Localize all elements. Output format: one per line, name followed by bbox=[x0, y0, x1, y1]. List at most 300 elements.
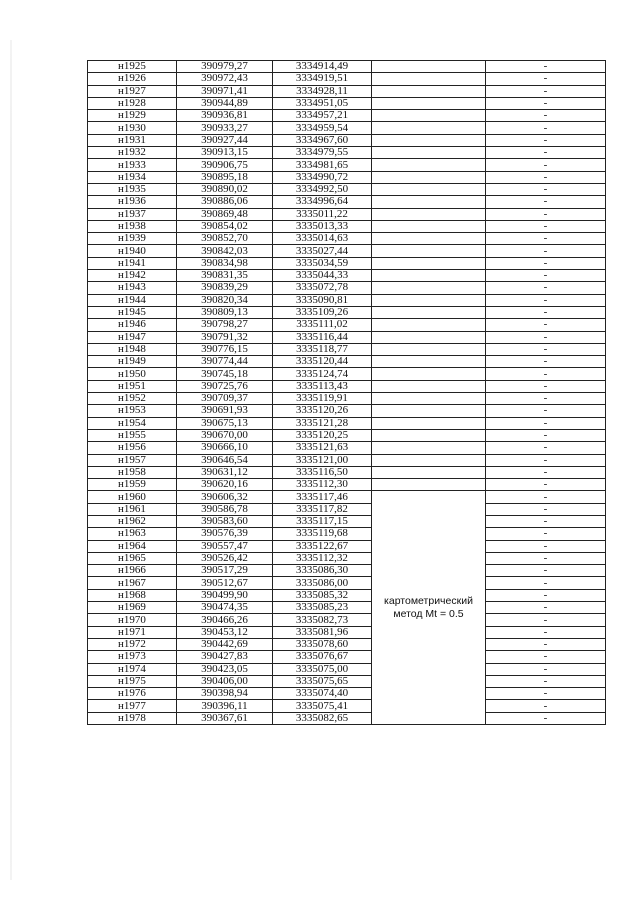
point-id-cell: н1937 bbox=[88, 208, 177, 220]
x-coordinate-cell: 390586,78 bbox=[177, 503, 273, 515]
y-coordinate-cell: 3334914,49 bbox=[273, 61, 372, 73]
y-coordinate-cell: 3335112,30 bbox=[273, 479, 372, 491]
point-id-cell: н1965 bbox=[88, 552, 177, 564]
value-cell: - bbox=[486, 282, 606, 294]
x-coordinate-cell: 390442,69 bbox=[177, 638, 273, 650]
table-row bbox=[88, 85, 606, 97]
method-cell-empty bbox=[372, 171, 486, 183]
value-cell: - bbox=[486, 442, 606, 454]
method-cell-empty bbox=[372, 159, 486, 171]
x-coordinate-cell: 390979,27 bbox=[177, 61, 273, 73]
x-coordinate-cell: 390512,67 bbox=[177, 577, 273, 589]
x-coordinate-cell: 390820,34 bbox=[177, 294, 273, 306]
table-row bbox=[88, 220, 606, 232]
method-cell-empty bbox=[372, 183, 486, 195]
point-id-cell: н1931 bbox=[88, 134, 177, 146]
table-row bbox=[88, 491, 606, 503]
x-coordinate-cell: 390367,61 bbox=[177, 712, 273, 724]
point-id-cell: н1969 bbox=[88, 602, 177, 614]
point-id-cell: н1951 bbox=[88, 380, 177, 392]
y-coordinate-cell: 3335109,26 bbox=[273, 306, 372, 318]
point-id-cell: н1928 bbox=[88, 97, 177, 109]
x-coordinate-cell: 390776,15 bbox=[177, 343, 273, 355]
y-coordinate-cell: 3335124,74 bbox=[273, 368, 372, 380]
y-coordinate-cell: 3335034,59 bbox=[273, 257, 372, 269]
y-coordinate-cell: 3335120,44 bbox=[273, 356, 372, 368]
value-cell: - bbox=[486, 552, 606, 564]
x-coordinate-cell: 390895,18 bbox=[177, 171, 273, 183]
y-coordinate-cell: 3334996,64 bbox=[273, 196, 372, 208]
table-row bbox=[88, 356, 606, 368]
point-id-cell: н1975 bbox=[88, 675, 177, 687]
x-coordinate-cell: 390774,44 bbox=[177, 356, 273, 368]
value-cell: - bbox=[486, 651, 606, 663]
table-row bbox=[88, 159, 606, 171]
method-cell-empty bbox=[372, 380, 486, 392]
table-row bbox=[88, 429, 606, 441]
x-coordinate-cell: 390398,94 bbox=[177, 688, 273, 700]
table-row bbox=[88, 638, 606, 650]
y-coordinate-cell: 3335081,96 bbox=[273, 626, 372, 638]
y-coordinate-cell: 3335075,41 bbox=[273, 700, 372, 712]
y-coordinate-cell: 3335044,33 bbox=[273, 270, 372, 282]
x-coordinate-cell: 390798,27 bbox=[177, 319, 273, 331]
method-cell-empty bbox=[372, 429, 486, 441]
x-coordinate-cell: 390620,16 bbox=[177, 479, 273, 491]
table-row bbox=[88, 61, 606, 73]
method-cell-empty bbox=[372, 393, 486, 405]
table-row bbox=[88, 134, 606, 146]
point-id-cell: н1956 bbox=[88, 442, 177, 454]
point-id-cell: н1934 bbox=[88, 171, 177, 183]
point-id-cell: н1950 bbox=[88, 368, 177, 380]
y-coordinate-cell: 3334981,65 bbox=[273, 159, 372, 171]
table-row bbox=[88, 675, 606, 687]
x-coordinate-cell: 390423,05 bbox=[177, 663, 273, 675]
method-cell-empty bbox=[372, 61, 486, 73]
y-coordinate-cell: 3335086,00 bbox=[273, 577, 372, 589]
point-id-cell: н1940 bbox=[88, 245, 177, 257]
table-row bbox=[88, 282, 606, 294]
x-coordinate-cell: 390842,03 bbox=[177, 245, 273, 257]
method-cell-empty bbox=[372, 319, 486, 331]
point-id-cell: н1978 bbox=[88, 712, 177, 724]
y-coordinate-cell: 3335011,22 bbox=[273, 208, 372, 220]
x-coordinate-cell: 390854,02 bbox=[177, 220, 273, 232]
point-id-cell: н1930 bbox=[88, 122, 177, 134]
method-cell-empty bbox=[372, 73, 486, 85]
x-coordinate-cell: 390691,93 bbox=[177, 405, 273, 417]
point-id-cell: н1968 bbox=[88, 589, 177, 601]
value-cell: - bbox=[486, 429, 606, 441]
table-row bbox=[88, 380, 606, 392]
table-row bbox=[88, 552, 606, 564]
table-row bbox=[88, 454, 606, 466]
point-id-cell: н1955 bbox=[88, 429, 177, 441]
coordinates-table-body bbox=[88, 61, 606, 725]
point-id-cell: н1953 bbox=[88, 405, 177, 417]
value-cell: - bbox=[486, 454, 606, 466]
table-row bbox=[88, 147, 606, 159]
method-cell-empty bbox=[372, 466, 486, 478]
x-coordinate-cell: 390791,32 bbox=[177, 331, 273, 343]
point-id-cell: н1966 bbox=[88, 565, 177, 577]
value-cell: - bbox=[486, 393, 606, 405]
method-cell-empty bbox=[372, 356, 486, 368]
table-row bbox=[88, 528, 606, 540]
table-row bbox=[88, 294, 606, 306]
x-coordinate-cell: 390675,13 bbox=[177, 417, 273, 429]
value-cell: - bbox=[486, 528, 606, 540]
x-coordinate-cell: 390517,29 bbox=[177, 565, 273, 577]
x-coordinate-cell: 390944,89 bbox=[177, 97, 273, 109]
value-cell: - bbox=[486, 233, 606, 245]
point-id-cell: н1948 bbox=[88, 343, 177, 355]
y-coordinate-cell: 3334951,05 bbox=[273, 97, 372, 109]
table-row bbox=[88, 343, 606, 355]
x-coordinate-cell: 390583,60 bbox=[177, 515, 273, 527]
y-coordinate-cell: 3335116,44 bbox=[273, 331, 372, 343]
point-id-cell: н1970 bbox=[88, 614, 177, 626]
table-row bbox=[88, 626, 606, 638]
point-id-cell: н1935 bbox=[88, 183, 177, 195]
value-cell: - bbox=[486, 110, 606, 122]
x-coordinate-cell: 390499,90 bbox=[177, 589, 273, 601]
x-coordinate-cell: 390406,00 bbox=[177, 675, 273, 687]
x-coordinate-cell: 390466,26 bbox=[177, 614, 273, 626]
point-id-cell: н1960 bbox=[88, 491, 177, 503]
point-id-cell: н1941 bbox=[88, 257, 177, 269]
value-cell: - bbox=[486, 97, 606, 109]
point-id-cell: н1944 bbox=[88, 294, 177, 306]
method-cell-empty bbox=[372, 134, 486, 146]
table-row bbox=[88, 540, 606, 552]
y-coordinate-cell: 3335013,33 bbox=[273, 220, 372, 232]
x-coordinate-cell: 390839,29 bbox=[177, 282, 273, 294]
x-coordinate-cell: 390526,42 bbox=[177, 552, 273, 564]
table-row bbox=[88, 515, 606, 527]
point-id-cell: н1974 bbox=[88, 663, 177, 675]
x-coordinate-cell: 390576,39 bbox=[177, 528, 273, 540]
value-cell: - bbox=[486, 638, 606, 650]
value-cell: - bbox=[486, 122, 606, 134]
point-id-cell: н1977 bbox=[88, 700, 177, 712]
coordinates-table bbox=[87, 60, 606, 725]
value-cell: - bbox=[486, 356, 606, 368]
table-row bbox=[88, 368, 606, 380]
value-cell: - bbox=[486, 196, 606, 208]
y-coordinate-cell: 3335027,44 bbox=[273, 245, 372, 257]
table-row bbox=[88, 700, 606, 712]
y-coordinate-cell: 3335090,81 bbox=[273, 294, 372, 306]
table-row bbox=[88, 405, 606, 417]
value-cell: - bbox=[486, 712, 606, 724]
y-coordinate-cell: 3334979,55 bbox=[273, 147, 372, 159]
value-cell: - bbox=[486, 515, 606, 527]
method-cell-empty bbox=[372, 294, 486, 306]
y-coordinate-cell: 3335122,67 bbox=[273, 540, 372, 552]
point-id-cell: н1962 bbox=[88, 515, 177, 527]
y-coordinate-cell: 3335117,82 bbox=[273, 503, 372, 515]
y-coordinate-cell: 3334959,54 bbox=[273, 122, 372, 134]
value-cell: - bbox=[486, 343, 606, 355]
y-coordinate-cell: 3335120,26 bbox=[273, 405, 372, 417]
point-id-cell: н1933 bbox=[88, 159, 177, 171]
value-cell: - bbox=[486, 626, 606, 638]
value-cell: - bbox=[486, 503, 606, 515]
point-id-cell: н1959 bbox=[88, 479, 177, 491]
value-cell: - bbox=[486, 565, 606, 577]
point-id-cell: н1972 bbox=[88, 638, 177, 650]
point-id-cell: н1976 bbox=[88, 688, 177, 700]
y-coordinate-cell: 3335117,46 bbox=[273, 491, 372, 503]
value-cell: - bbox=[486, 405, 606, 417]
point-id-cell: н1946 bbox=[88, 319, 177, 331]
point-id-cell: н1927 bbox=[88, 85, 177, 97]
table-row bbox=[88, 196, 606, 208]
table-row bbox=[88, 417, 606, 429]
x-coordinate-cell: 390809,13 bbox=[177, 306, 273, 318]
method-cell-empty bbox=[372, 196, 486, 208]
method-cell-empty bbox=[372, 97, 486, 109]
method-cell-empty bbox=[372, 147, 486, 159]
table-row bbox=[88, 602, 606, 614]
value-cell: - bbox=[486, 147, 606, 159]
y-coordinate-cell: 3335116,50 bbox=[273, 466, 372, 478]
y-coordinate-cell: 3335117,15 bbox=[273, 515, 372, 527]
x-coordinate-cell: 390745,18 bbox=[177, 368, 273, 380]
y-coordinate-cell: 3335014,63 bbox=[273, 233, 372, 245]
x-coordinate-cell: 390396,11 bbox=[177, 700, 273, 712]
method-cell-empty bbox=[372, 220, 486, 232]
value-cell: - bbox=[486, 220, 606, 232]
y-coordinate-cell: 3335076,67 bbox=[273, 651, 372, 663]
method-cell-empty bbox=[372, 270, 486, 282]
method-cell-empty bbox=[372, 110, 486, 122]
method-cell-empty bbox=[372, 245, 486, 257]
x-coordinate-cell: 390906,75 bbox=[177, 159, 273, 171]
method-cell-empty bbox=[372, 368, 486, 380]
point-id-cell: н1973 bbox=[88, 651, 177, 663]
value-cell: - bbox=[486, 73, 606, 85]
table-row bbox=[88, 245, 606, 257]
value-cell: - bbox=[486, 85, 606, 97]
point-id-cell: н1942 bbox=[88, 270, 177, 282]
value-cell: - bbox=[486, 466, 606, 478]
table-row bbox=[88, 503, 606, 515]
point-id-cell: н1958 bbox=[88, 466, 177, 478]
point-id-cell: н1961 bbox=[88, 503, 177, 515]
value-cell: - bbox=[486, 540, 606, 552]
y-coordinate-cell: 3335075,65 bbox=[273, 675, 372, 687]
measurement-method-cell bbox=[372, 491, 486, 725]
y-coordinate-cell: 3334992,50 bbox=[273, 183, 372, 195]
x-coordinate-cell: 390834,98 bbox=[177, 257, 273, 269]
point-id-cell: н1957 bbox=[88, 454, 177, 466]
table-row bbox=[88, 466, 606, 478]
table-row bbox=[88, 479, 606, 491]
x-coordinate-cell: 390646,54 bbox=[177, 454, 273, 466]
value-cell: - bbox=[486, 306, 606, 318]
value-cell: - bbox=[486, 294, 606, 306]
x-coordinate-cell: 390886,06 bbox=[177, 196, 273, 208]
table-row bbox=[88, 306, 606, 318]
value-cell: - bbox=[486, 245, 606, 257]
value-cell: - bbox=[486, 368, 606, 380]
point-id-cell: н1964 bbox=[88, 540, 177, 552]
method-cell-empty bbox=[372, 208, 486, 220]
point-id-cell: н1947 bbox=[88, 331, 177, 343]
value-cell: - bbox=[486, 577, 606, 589]
x-coordinate-cell: 390831,35 bbox=[177, 270, 273, 282]
point-id-cell: н1963 bbox=[88, 528, 177, 540]
table-row bbox=[88, 663, 606, 675]
table-row bbox=[88, 257, 606, 269]
y-coordinate-cell: 3334957,21 bbox=[273, 110, 372, 122]
y-coordinate-cell: 3335121,63 bbox=[273, 442, 372, 454]
table-row bbox=[88, 651, 606, 663]
x-coordinate-cell: 390936,81 bbox=[177, 110, 273, 122]
table-row bbox=[88, 688, 606, 700]
x-coordinate-cell: 390666,10 bbox=[177, 442, 273, 454]
table-row bbox=[88, 442, 606, 454]
point-id-cell: н1945 bbox=[88, 306, 177, 318]
table-row bbox=[88, 577, 606, 589]
table-row bbox=[88, 208, 606, 220]
y-coordinate-cell: 3334990,72 bbox=[273, 171, 372, 183]
y-coordinate-cell: 3335113,43 bbox=[273, 380, 372, 392]
x-coordinate-cell: 390725,76 bbox=[177, 380, 273, 392]
x-coordinate-cell: 390453,12 bbox=[177, 626, 273, 638]
method-cell-empty bbox=[372, 233, 486, 245]
method-cell-empty bbox=[372, 85, 486, 97]
y-coordinate-cell: 3335119,68 bbox=[273, 528, 372, 540]
point-id-cell: н1938 bbox=[88, 220, 177, 232]
point-id-cell: н1943 bbox=[88, 282, 177, 294]
value-cell: - bbox=[486, 134, 606, 146]
point-id-cell: н1952 bbox=[88, 393, 177, 405]
point-id-cell: н1971 bbox=[88, 626, 177, 638]
x-coordinate-cell: 390972,43 bbox=[177, 73, 273, 85]
value-cell: - bbox=[486, 589, 606, 601]
value-cell: - bbox=[486, 700, 606, 712]
y-coordinate-cell: 3335121,00 bbox=[273, 454, 372, 466]
value-cell: - bbox=[486, 331, 606, 343]
point-id-cell: н1967 bbox=[88, 577, 177, 589]
value-cell: - bbox=[486, 183, 606, 195]
method-accuracy: метод Mt = 0.5 bbox=[393, 607, 464, 620]
x-coordinate-cell: 390670,00 bbox=[177, 429, 273, 441]
method-cell-empty bbox=[372, 417, 486, 429]
table-row bbox=[88, 97, 606, 109]
method-cell-empty bbox=[372, 122, 486, 134]
y-coordinate-cell: 3335119,91 bbox=[273, 393, 372, 405]
method-cell-empty bbox=[372, 343, 486, 355]
x-coordinate-cell: 390474,35 bbox=[177, 602, 273, 614]
y-coordinate-cell: 3335072,78 bbox=[273, 282, 372, 294]
table-row bbox=[88, 73, 606, 85]
table-row bbox=[88, 565, 606, 577]
value-cell: - bbox=[486, 208, 606, 220]
table-row bbox=[88, 614, 606, 626]
y-coordinate-cell: 3335085,32 bbox=[273, 589, 372, 601]
table-row bbox=[88, 233, 606, 245]
x-coordinate-cell: 390852,70 bbox=[177, 233, 273, 245]
point-id-cell: н1926 bbox=[88, 73, 177, 85]
x-coordinate-cell: 390971,41 bbox=[177, 85, 273, 97]
x-coordinate-cell: 390927,44 bbox=[177, 134, 273, 146]
method-cell-empty bbox=[372, 442, 486, 454]
point-id-cell: н1929 bbox=[88, 110, 177, 122]
value-cell: - bbox=[486, 479, 606, 491]
x-coordinate-cell: 390890,02 bbox=[177, 183, 273, 195]
point-id-cell: н1954 bbox=[88, 417, 177, 429]
y-coordinate-cell: 3335075,00 bbox=[273, 663, 372, 675]
table-row bbox=[88, 122, 606, 134]
y-coordinate-cell: 3334928,11 bbox=[273, 85, 372, 97]
value-cell: - bbox=[486, 270, 606, 282]
x-coordinate-cell: 390709,37 bbox=[177, 393, 273, 405]
table-row bbox=[88, 319, 606, 331]
y-coordinate-cell: 3335082,73 bbox=[273, 614, 372, 626]
value-cell: - bbox=[486, 675, 606, 687]
value-cell: - bbox=[486, 614, 606, 626]
y-coordinate-cell: 3334919,51 bbox=[273, 73, 372, 85]
y-coordinate-cell: 3335120,25 bbox=[273, 429, 372, 441]
value-cell: - bbox=[486, 319, 606, 331]
table-row bbox=[88, 270, 606, 282]
value-cell: - bbox=[486, 602, 606, 614]
y-coordinate-cell: 3335085,23 bbox=[273, 602, 372, 614]
point-id-cell: н1936 bbox=[88, 196, 177, 208]
scan-edge-shadow bbox=[10, 40, 12, 880]
table-row bbox=[88, 589, 606, 601]
point-id-cell: н1932 bbox=[88, 147, 177, 159]
point-id-cell: н1939 bbox=[88, 233, 177, 245]
value-cell: - bbox=[486, 61, 606, 73]
value-cell: - bbox=[486, 159, 606, 171]
x-coordinate-cell: 390913,15 bbox=[177, 147, 273, 159]
value-cell: - bbox=[486, 257, 606, 269]
method-cell-empty bbox=[372, 405, 486, 417]
y-coordinate-cell: 3335074,40 bbox=[273, 688, 372, 700]
x-coordinate-cell: 390631,12 bbox=[177, 466, 273, 478]
method-cell-empty bbox=[372, 454, 486, 466]
x-coordinate-cell: 390933,27 bbox=[177, 122, 273, 134]
method-name: картометрический bbox=[384, 594, 473, 607]
table-row bbox=[88, 331, 606, 343]
y-coordinate-cell: 3335112,32 bbox=[273, 552, 372, 564]
method-cell-empty bbox=[372, 282, 486, 294]
table-row bbox=[88, 183, 606, 195]
point-id-cell: н1925 bbox=[88, 61, 177, 73]
point-id-cell: н1949 bbox=[88, 356, 177, 368]
y-coordinate-cell: 3335121,28 bbox=[273, 417, 372, 429]
value-cell: - bbox=[486, 663, 606, 675]
value-cell: - bbox=[486, 491, 606, 503]
table-row bbox=[88, 110, 606, 122]
y-coordinate-cell: 3335082,65 bbox=[273, 712, 372, 724]
method-cell-empty bbox=[372, 479, 486, 491]
y-coordinate-cell: 3335086,30 bbox=[273, 565, 372, 577]
y-coordinate-cell: 3334967,60 bbox=[273, 134, 372, 146]
y-coordinate-cell: 3335078,60 bbox=[273, 638, 372, 650]
table-row bbox=[88, 171, 606, 183]
x-coordinate-cell: 390606,32 bbox=[177, 491, 273, 503]
y-coordinate-cell: 3335118,77 bbox=[273, 343, 372, 355]
table-row bbox=[88, 712, 606, 724]
x-coordinate-cell: 390557,47 bbox=[177, 540, 273, 552]
